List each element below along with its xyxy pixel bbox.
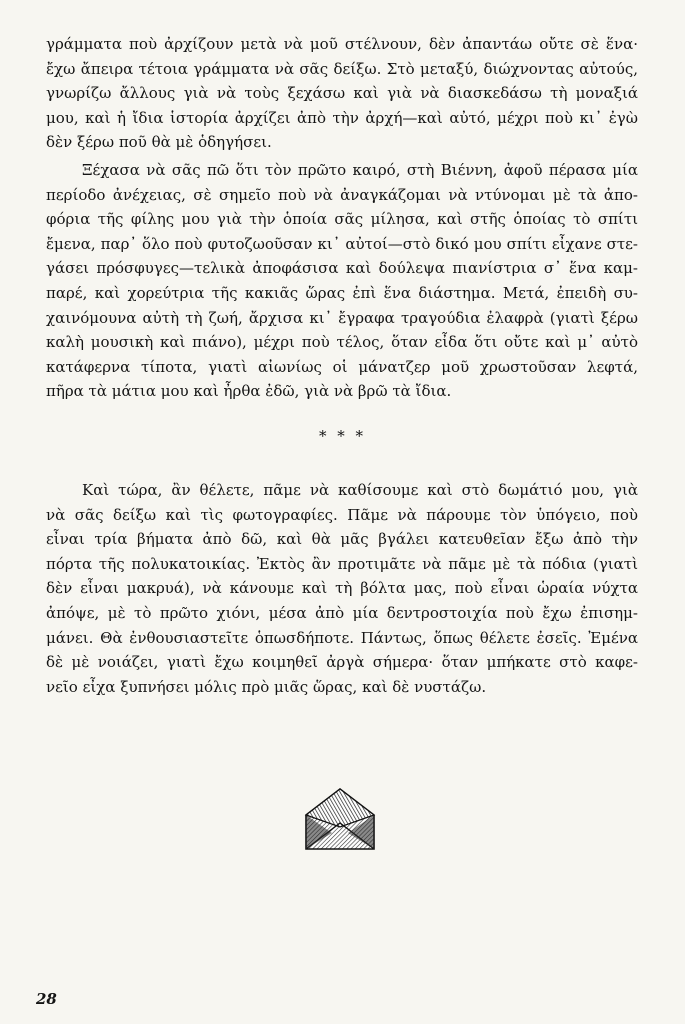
paragraph-vienna bbox=[46, 158, 638, 404]
paragraph-continued bbox=[46, 32, 638, 155]
paragraph-invitation bbox=[46, 478, 638, 699]
text-line: εἶναι τρία βήματα ἀπὸ δῶ, καὶ θὰ μᾶς βγάλει κατευθεῖαν ἔξω ἀπὸ τὴν bbox=[46, 530, 638, 549]
text-line: ἔχω ἄπειρα τέτοια γράμματα νὰ σᾶς δείξω. Στὸ μεταξύ, διώχνοντας αὐτούς, bbox=[46, 59, 638, 78]
text-line: καλὴ μουσικὴ καὶ πιάνο), μέχρι ποὺ τέλος, ὅταν εἶδα ὅτι οὔτε καὶ μ᾿ αὐτὸ bbox=[46, 333, 638, 352]
section-divider: * * * bbox=[318, 427, 367, 445]
text-line: μου, καὶ ἡ ἴδια ἱστορία ἀρχίζει ἀπὸ τὴν ἀρχή—καὶ αὐτό, μέχρι ποὺ κι᾿ ἐγὼ bbox=[46, 108, 638, 127]
text-line: δὲ μὲ νοιάζει, γιατὶ ἔχω κοιμηθεῖ ἀργὰ σήμερα· ὅταν μπήκατε στὸ καφε- bbox=[46, 653, 638, 672]
text-line: ἔμενα, παρ᾿ ὅλο ποὺ φυτοζωοῦσαν κι᾿ αὐτοί—στὸ δικό μου σπίτι εἶχανε στε- bbox=[46, 234, 638, 253]
text-line: δὲν ξέρω ποῦ θὰ μὲ ὁδηγήσει. bbox=[46, 133, 272, 152]
text-line: γράμματα ποὺ ἀρχίζουν μετὰ νὰ μοῦ στέλνουν, δὲν ἀπαντάω οὔτε σὲ ἕνα· bbox=[46, 35, 638, 53]
text-line: χαινόμουνα αὐτὴ τὴ ζωή, ἄρχισα κι᾿ ἔγραφα τραγούδια ἐλαφρὰ (γιατὶ ξέρω bbox=[46, 308, 638, 327]
page-number: 28 bbox=[36, 990, 57, 1008]
text-line: φόρια τῆς φίλης μου γιὰ τὴν ὁποία σᾶς μίλησα, καὶ στῆς ὁποίας τὸ σπίτι bbox=[46, 210, 638, 229]
text-line: Ξέχασα νὰ σᾶς πῶ ὅτι τὸν πρῶτο καιρό, στὴ Βιέννη, ἀφοῦ πέρασα μία bbox=[82, 161, 638, 179]
text-line: ἀπόψε, μὲ τὸ πρῶτο χιόνι, μέσα ἀπὸ μία δεντροστοιχία ποὺ ἔχω ἐπισημ- bbox=[46, 603, 638, 622]
text-line: γνωρίζω ἄλλους γιὰ νὰ τοὺς ξεχάσω καὶ γιὰ νὰ διασκεδάσω τὴ μοναξιά bbox=[46, 84, 638, 103]
text-line: νεῖο εἶχα ξυπνήσει μόλις πρὸ μιᾶς ὥρας, καὶ δὲ νυστάζω. bbox=[46, 677, 487, 696]
text-line: μάνει. Θὰ ἐνθουσιαστεῖτε ὁπωσδήποτε. Πάντως, ὅπως θέλετε ἐσεῖς. Ἐμένα bbox=[46, 628, 638, 647]
text-line: πόρτα τῆς πολυκατοικίας. Ἐκτὸς ἂν προτιμᾶτε νὰ πᾶμε μὲ τὰ πόδια (γιατὶ bbox=[46, 554, 638, 573]
envelope-icon bbox=[302, 787, 378, 853]
text-line: γάσει πρόσφυγες—τελικὰ ἀποφάσισα καὶ δούλεψα πιανίστρια σ᾿ ἕνα καμ- bbox=[46, 259, 638, 278]
text-line: κατάφερνα τίποτα, γιατὶ αἰωνίως οἱ μάνατζερ μοῦ χρωστοῦσαν λεφτά, bbox=[46, 357, 638, 376]
text-line: παρέ, καὶ χορεύτρια τῆς κακιᾶς ὥρας ἐπὶ ἕνα διάστημα. Μετά, ἐπειδὴ συ- bbox=[46, 283, 638, 302]
text-line: νὰ σᾶς δείξω καὶ τὶς φωτογραφίες. Πᾶμε νὰ πάρουμε τὸν ὑπόγειο, ποὺ bbox=[46, 505, 638, 524]
text-line: περίοδο ἀνέχειας, σὲ σημεῖο ποὺ νὰ ἀναγκάζομαι νὰ ντύνομαι μὲ τὰ ἀπο- bbox=[46, 185, 638, 204]
text-line: δὲν εἶναι μακρυά), νὰ κάνουμε καὶ τὴ βόλτα μας, ποὺ εἶναι ὡραία νύχτα bbox=[46, 579, 638, 598]
text-line: πῆρα τὰ μάτια μου καὶ ἦρθα ἐδῶ, γιὰ νὰ βρῶ τὰ ἴδια. bbox=[46, 382, 452, 401]
text-line: Καὶ τώρα, ἂν θέλετε, πᾶμε νὰ καθίσουμε καὶ στὸ δωμάτιό μου, γιὰ bbox=[82, 481, 638, 499]
